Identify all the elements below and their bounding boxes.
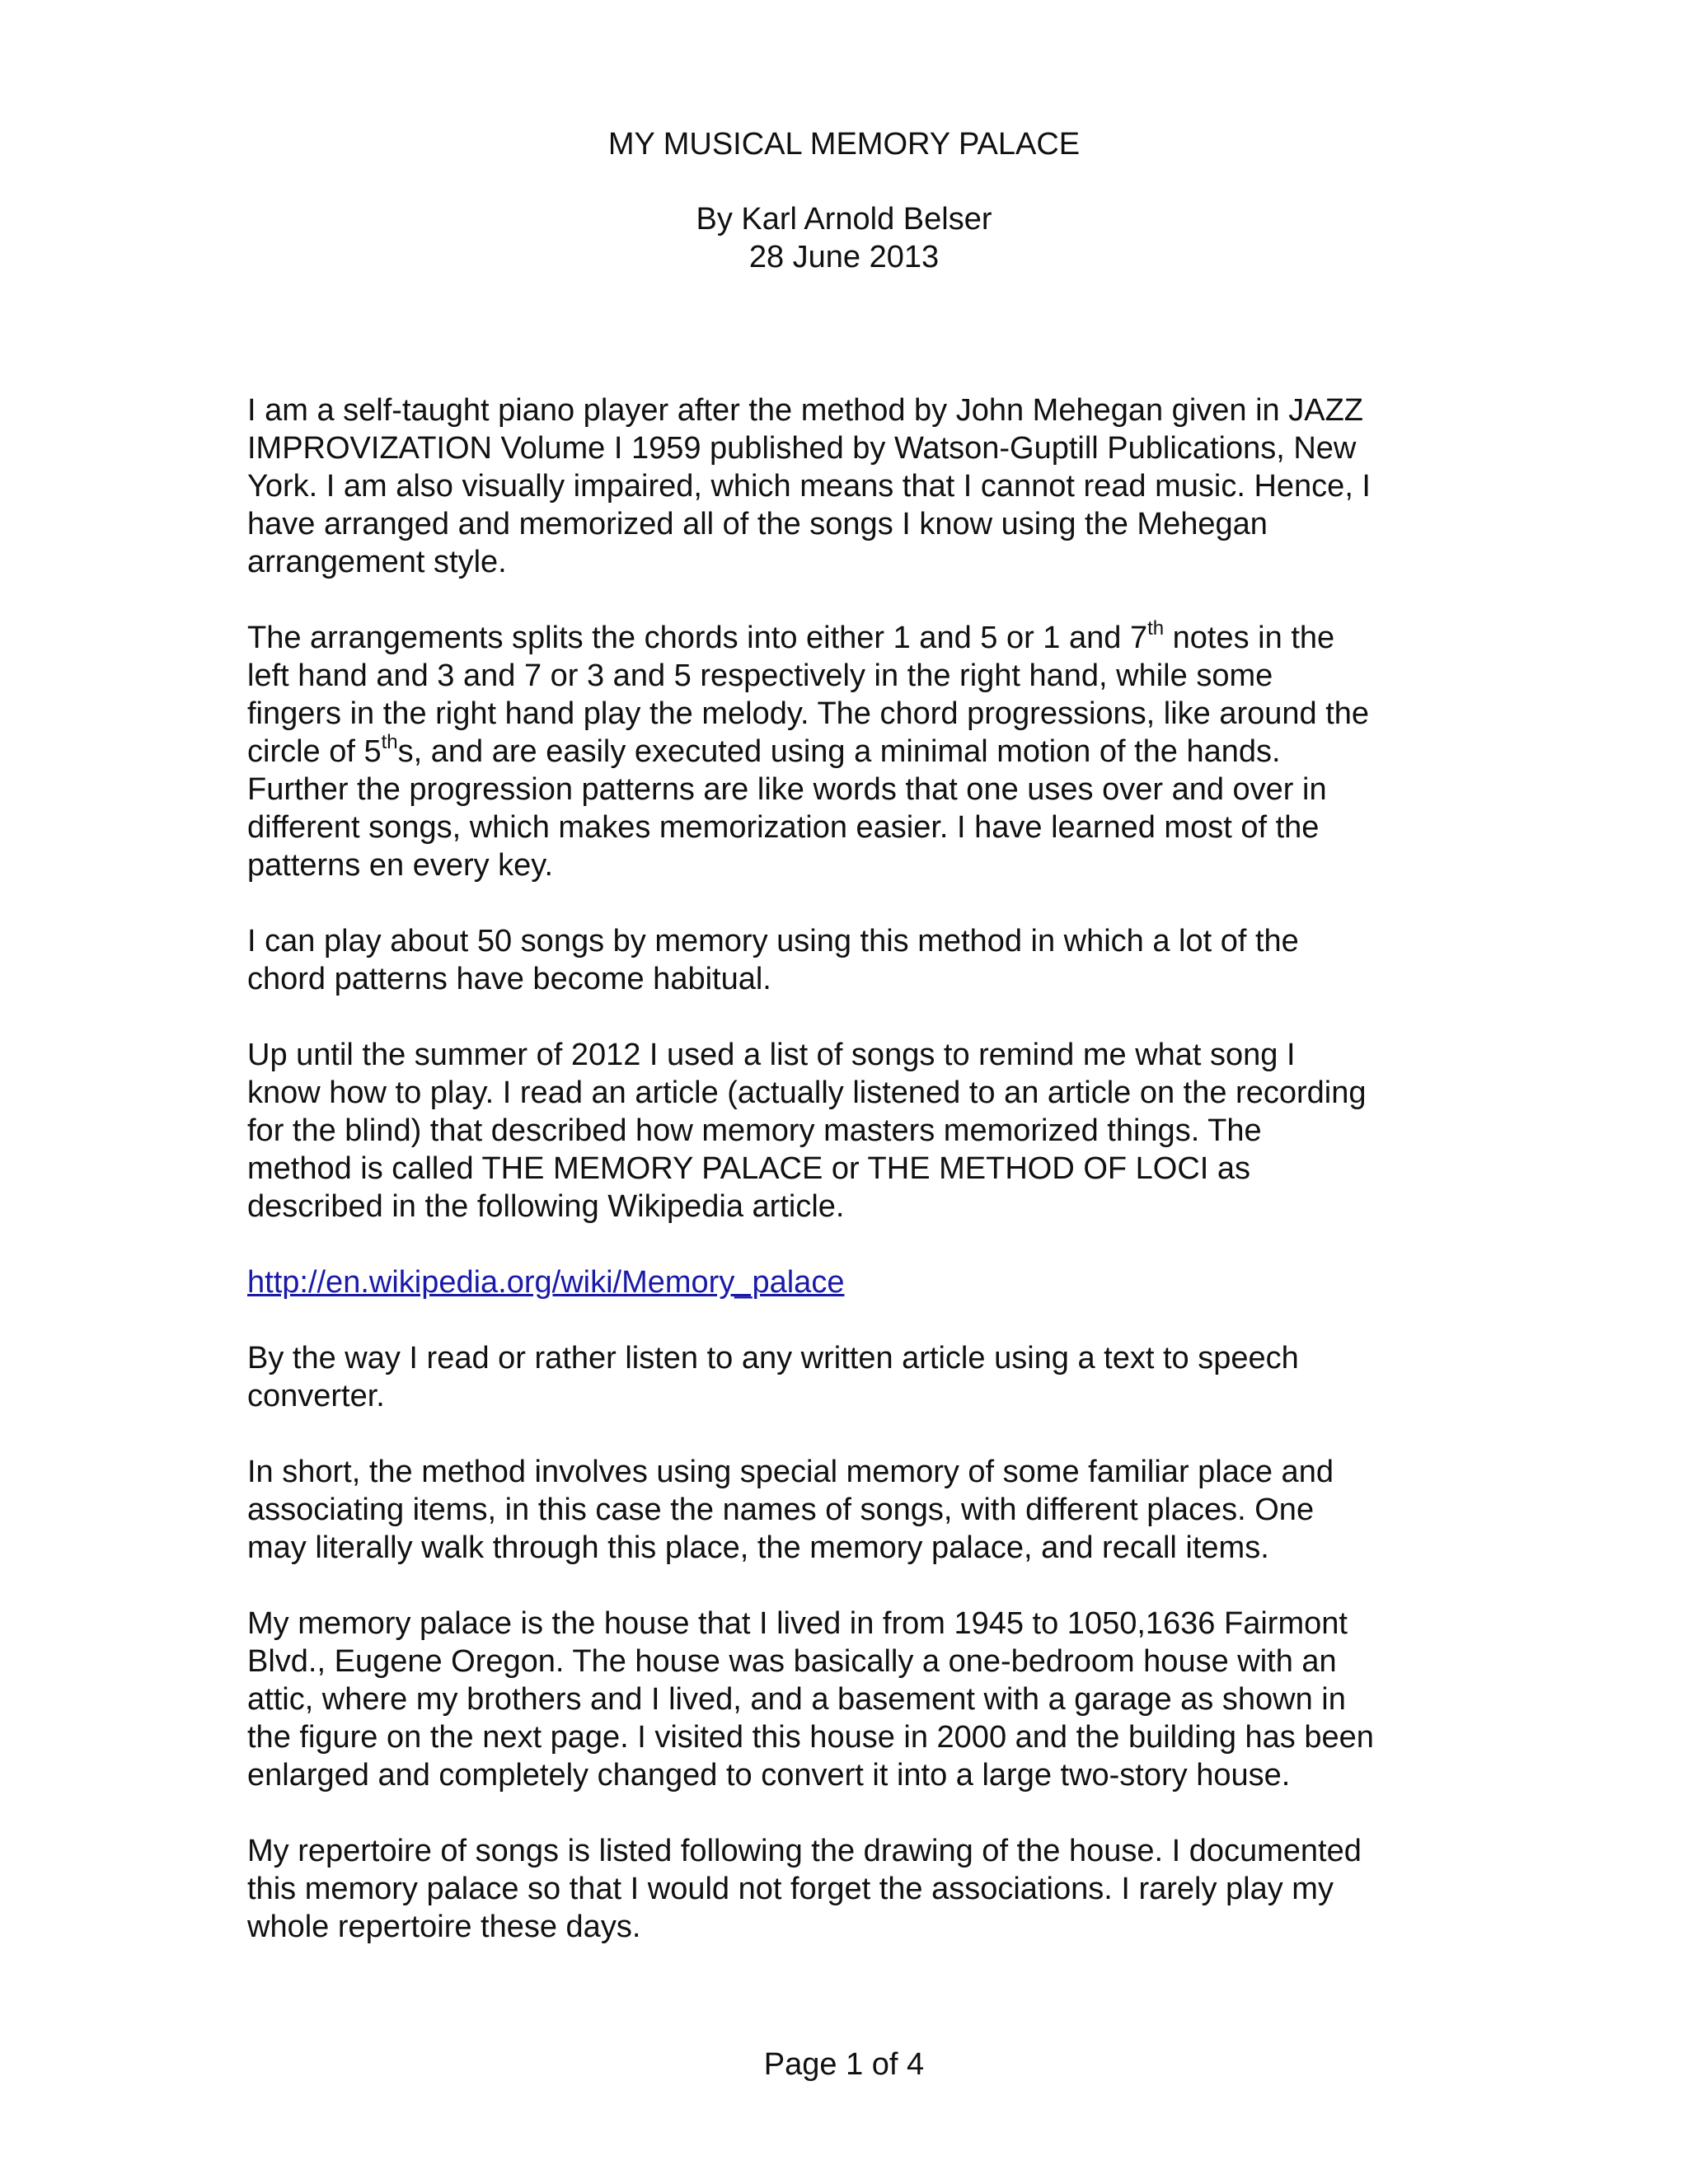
paragraph-arrangements-part-b: notes in the left hand and 3 and 7 or 3 and 5 respectively in the right hand, while some fingers in the right hand play the melody. The chord progressions, like around the circle of 5: [247, 621, 1370, 769]
paragraph-arrangements-part-c: s, and are easily executed using a minimal motion of the hands. Further the progression patterns are like words that one uses over and over in different songs, which makes memorization easier. I have learned most of the patterns en every key.: [247, 734, 1327, 883]
paragraph-memory-method: Up until the summer of 2012 I used a list of songs to remind me what song I know how to play. I read an article (actually listened to an article on the recording for the blind) that described how memory masters memorized things. The method is called THE MEMORY PALACE or THE METHOD OF LOCI as described in the following Wikipedia article.: [247, 1038, 1367, 1224]
paragraph-arrangements: [247, 619, 1451, 884]
document-title: MY MUSICAL MEMORY PALACE: [607, 127, 1081, 162]
date-line: 28 June 2013: [748, 240, 940, 274]
paragraph-link: [247, 1263, 1451, 1301]
author-line: By Karl Arnold Belser: [696, 202, 992, 237]
document-body: [247, 391, 1451, 1984]
paragraph-songs-count: I can play about 50 songs by memory using this method in which a lot of the chord patterns have become habitual.: [247, 924, 1299, 996]
wikipedia-link[interactable]: http://en.wikipedia.org/wiki/Memory_palace: [247, 1265, 845, 1300]
page-number: Page 1 of 4: [763, 2047, 925, 2082]
paragraph-text-to-speech: By the way I read or rather listen to any written article using a text to speech converter.: [247, 1341, 1299, 1413]
paragraph-house: My memory palace is the house that I lived in from 1945 to 1050,1636 Fairmont Blvd., Eugene Oregon. The house was basically a one-bedroom house with an attic, where my brothers and I lived, and a basement with a garage as shown in the figure on the next page. I visited this house in 2000 and the building has been enlarged and completely changed to convert it into a large two-story house.: [247, 1606, 1374, 1793]
paragraph-intro: I am a self-taught piano player after the method by John Mehegan given in JAZZ IMPROVIZATION Volume I 1959 published by Watson-Guptill Publications, New York. I am also visually impaired, which means that I cannot read music. Hence, I have arranged and memorized all of the songs I know using the Mehegan arrangement style.: [247, 393, 1371, 579]
paragraph-repertoire: My repertoire of songs is listed following the drawing of the house. I documented this memory palace so that I would not forget the associations. I rarely play my whole repertoire these days.: [247, 1834, 1362, 1944]
superscript-th-2: th: [381, 731, 398, 753]
paragraph-method-summary: In short, the method involves using special memory of some familiar place and associating items, in this case the names of songs, with different places. One may literally walk through this place, the memory palace, and recall items.: [247, 1455, 1334, 1565]
paragraph-arrangements-part-a: The arrangements splits the chords into either 1 and 5 or 1 and 7: [247, 621, 1148, 655]
superscript-th-1: th: [1147, 617, 1165, 640]
